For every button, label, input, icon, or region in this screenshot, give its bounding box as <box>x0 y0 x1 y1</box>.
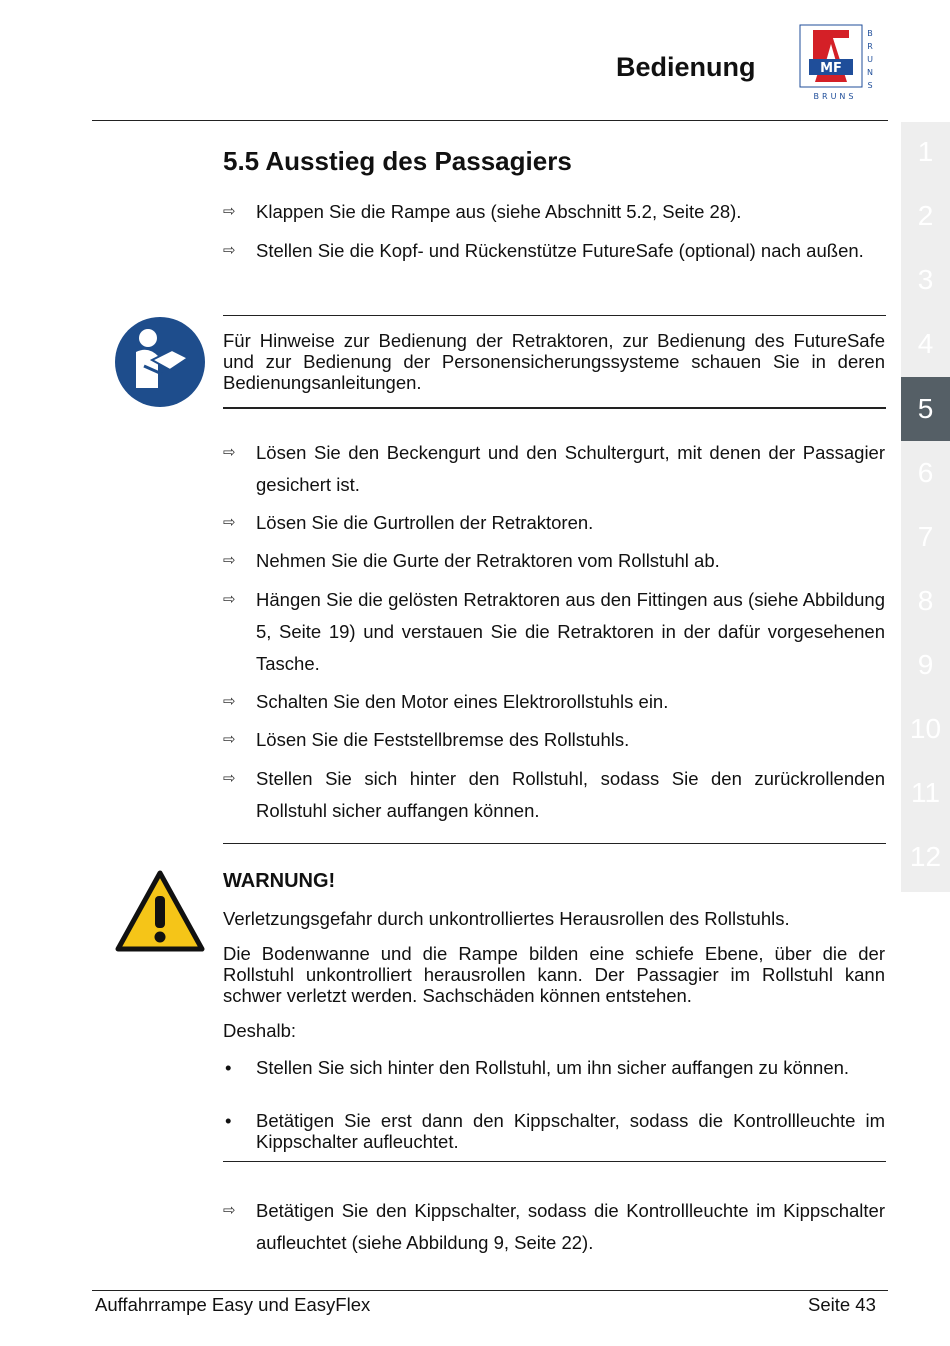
arrow-right-outline-icon: ⇨ <box>223 1202 236 1219</box>
svg-text:U: U <box>867 55 873 64</box>
step-text: Betätigen Sie den Kippschalter, sodass die Kontrollleuchte im Kippschalter aufleuchtet (siehe Abbildung 9, Seite 22). <box>256 1200 885 1253</box>
step-item <box>223 437 885 501</box>
arrow-right-outline-icon: ⇨ <box>223 770 236 787</box>
chapter-tab-7[interactable]: 7 <box>917 521 934 552</box>
arrow-right-outline-icon: ⇨ <box>223 444 236 461</box>
chapter-tab-9[interactable]: 9 <box>917 649 934 680</box>
chapter-tab-3[interactable]: 3 <box>917 264 934 295</box>
warning-therefore: Deshalb: <box>223 1020 297 1041</box>
warning-bullet <box>223 1057 885 1078</box>
arrow-right-outline-icon: ⇨ <box>223 552 236 569</box>
chapter-tab-12[interactable]: 12 <box>909 841 942 872</box>
step-text: Lösen Sie die Feststellbremse des Rollstuhls. <box>256 729 630 750</box>
step-text: Lösen Sie den Beckengurt und den Schultergurt, mit denen der Passagier gesichert ist. <box>256 442 885 495</box>
arrow-right-outline-icon: ⇨ <box>223 693 236 710</box>
page-header-title: Bedienung <box>616 52 756 82</box>
step-item <box>223 584 885 680</box>
chapter-tab-11[interactable]: 11 <box>910 777 941 808</box>
svg-text:N: N <box>867 68 873 77</box>
chapter-tab-1[interactable]: 1 <box>917 136 934 167</box>
warning-body: Die Bodenwanne und die Rampe bilden eine schiefe Ebene, über die der Rollstuhl unkontrolliert herausrollen kann. Der Passagier im Rollstuhl kann schwer verletzt werden. Sachschäden können entstehen. <box>223 943 885 1006</box>
footer-rule <box>92 1290 888 1291</box>
warning-title: WARNUNG! <box>223 870 336 892</box>
chapter-tab-10[interactable]: 10 <box>909 713 942 744</box>
step-item <box>223 724 885 756</box>
step-text: Stellen Sie die Kopf- und Rückenstütze FutureSafe (optional) nach außen. <box>256 240 864 261</box>
bullet-dot-icon: • <box>225 1057 232 1078</box>
amf-bruns-logo <box>799 24 877 102</box>
svg-text:BRUNS: BRUNS <box>813 92 857 101</box>
chapter-tab-6[interactable]: 6 <box>917 457 934 488</box>
warning-bullet <box>223 1110 885 1152</box>
footer-page-number: Seite 43 <box>808 1294 876 1315</box>
step-item <box>223 507 885 539</box>
svg-text:MF: MF <box>820 61 842 76</box>
chapter-tab-4[interactable]: 4 <box>917 328 934 359</box>
bullet-text: Betätigen Sie erst dann den Kippschalter, sodass die Kontrollleuchte im Kippschalter aufleuchtet. <box>256 1110 885 1152</box>
warning-bottom-rule <box>223 1161 886 1162</box>
chapter-tab-2[interactable]: 2 <box>917 200 934 231</box>
arrow-right-outline-icon: ⇨ <box>223 731 236 748</box>
step-text: Stellen Sie sich hinter den Rollstuhl, sodass Sie den zurückrollenden Rollstuhl sicher auffangen können. <box>256 768 885 821</box>
arrow-right-outline-icon: ⇨ <box>223 203 236 220</box>
step-item <box>223 545 885 577</box>
svg-text:B: B <box>867 29 873 38</box>
warning-triangle-icon <box>115 870 205 952</box>
step-item <box>223 763 885 827</box>
svg-text:R: R <box>867 42 873 51</box>
bullet-dot-icon: • <box>225 1110 232 1131</box>
step-item <box>223 1195 885 1259</box>
chapter-tab-8[interactable]: 8 <box>917 585 934 616</box>
read-manual-icon <box>114 316 206 408</box>
info-bottom-rule <box>223 407 886 409</box>
footer-document-title: Auffahrrampe Easy und EasyFlex <box>95 1294 371 1315</box>
step-text: Hängen Sie die gelösten Retraktoren aus den Fittingen aus (siehe Abbildung 5, Seite 19) und verstauen Sie die Retraktoren in der dafür vorgesehenen Tasche. <box>256 589 885 674</box>
arrow-right-outline-icon: ⇨ <box>223 591 236 608</box>
step-text: Nehmen Sie die Gurte der Retraktoren vom Rollstuhl ab. <box>256 550 720 571</box>
step-text: Lösen Sie die Gurtrollen der Retraktoren. <box>256 512 594 533</box>
info-top-rule <box>223 315 886 316</box>
warning-top-rule <box>223 843 886 844</box>
header-rule <box>92 120 888 121</box>
step-text: Klappen Sie die Rampe aus (siehe Abschnitt 5.2, Seite 28). <box>256 201 742 222</box>
step-text: Schalten Sie den Motor eines Elektrorollstuhls ein. <box>256 691 669 712</box>
section-title: 5.5 Ausstieg des Passagiers <box>223 146 572 176</box>
chapter-tab-5-active[interactable]: 5 <box>901 377 950 441</box>
step-item <box>223 686 885 718</box>
arrow-right-outline-icon: ⇨ <box>223 514 236 531</box>
warning-headline: Verletzungsgefahr durch unkontrolliertes Herausrollen des Rollstuhls. <box>223 908 790 929</box>
info-note-text: Für Hinweise zur Bedienung der Retraktoren, zur Bedienung des FutureSafe und zur Bedienung der Personensicherungssysteme schauen Sie in deren Bedienungsanleitungen. <box>223 330 885 393</box>
arrow-right-outline-icon: ⇨ <box>223 242 236 259</box>
svg-text:S: S <box>867 81 873 90</box>
bullet-text: Stellen Sie sich hinter den Rollstuhl, um ihn sicher auffangen zu können. <box>256 1057 850 1078</box>
step-item <box>223 196 885 228</box>
step-item <box>223 235 885 267</box>
